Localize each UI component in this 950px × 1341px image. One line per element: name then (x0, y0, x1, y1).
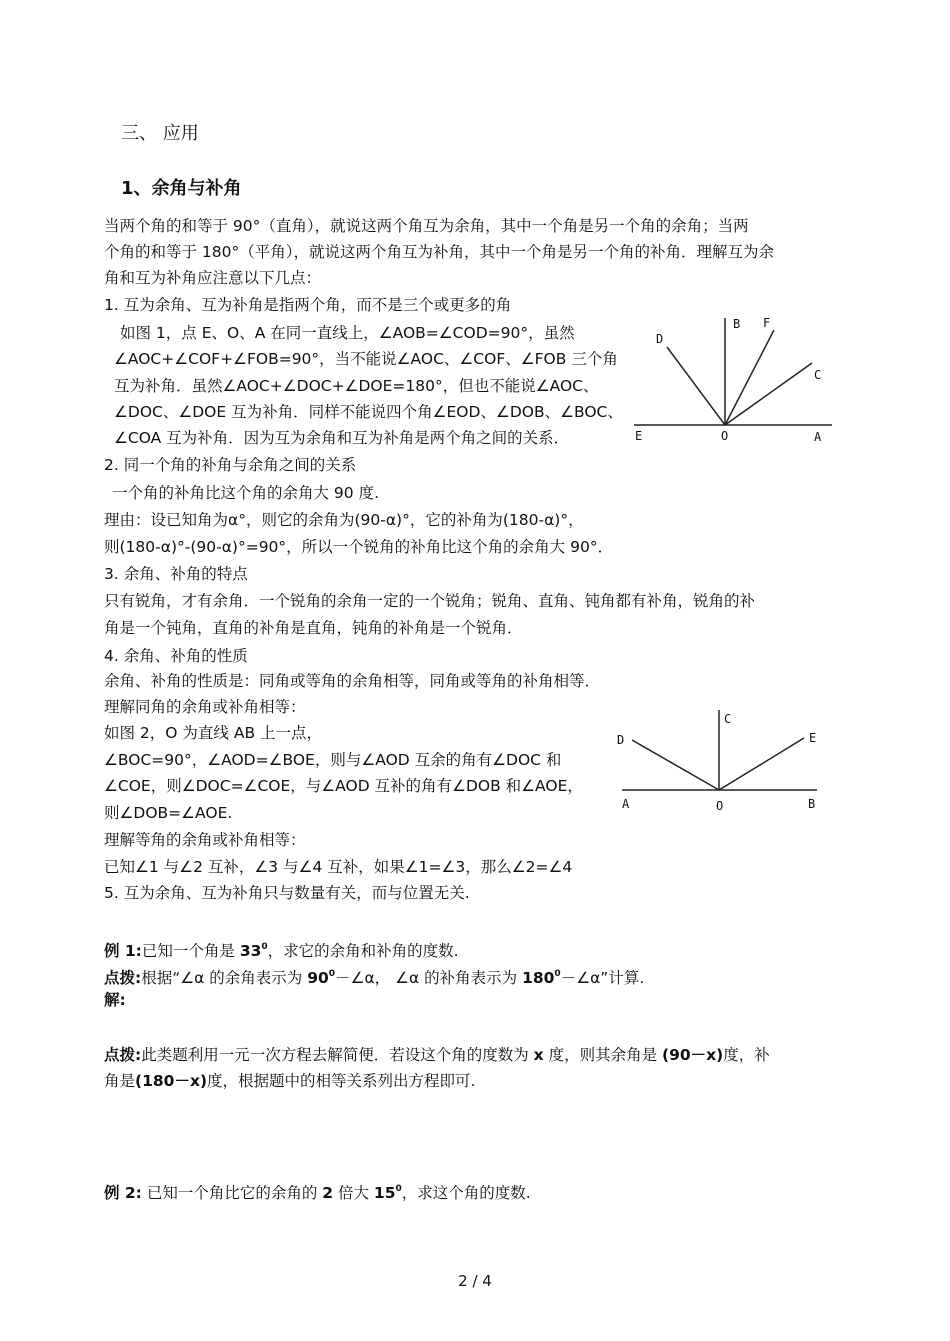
example-2-multiplier: 2 (322, 1184, 334, 1202)
paragraph-line: ∠COA 互为补角．因为互为余角和互为补角是两个角之间的关系． (114, 429, 570, 447)
hint-2-line-2 (104, 1070, 475, 1092)
label-D: D (617, 733, 625, 747)
hint-2-text-b: 度，则其余角是 (543, 1046, 662, 1064)
label-D: D (656, 332, 664, 346)
degree-mark: 0 (261, 942, 268, 952)
solution-label: 解: (104, 991, 126, 1009)
ray-OE (719, 738, 804, 790)
paragraph-line: 如图 1，点 E、O、A 在同一直线上，∠AOB=∠COD=90°，虽然 (120, 324, 575, 342)
paragraph-line: 已知∠1 与∠2 互补，∠3 与∠4 互补，如果∠1=∠3，那么∠2=∠4 (104, 858, 573, 876)
label-E: E (635, 429, 643, 443)
label-B: B (808, 797, 816, 811)
example-2-text-b: 倍大 (333, 1184, 374, 1202)
label-E: E (809, 731, 817, 745)
paragraph-line: 理解同角的余角或补角相等： (104, 698, 306, 716)
paragraph-line: ∠DOC、∠DOE 互为补角．同样不能说四个角∠EOD、∠DOB、∠BOC、 (114, 403, 623, 421)
hint-2-text-e: 度，根据题中的相等关系列出方程即可. (207, 1072, 476, 1090)
hint-number-90: 90 (307, 969, 329, 987)
ray-OC (725, 363, 812, 425)
paragraph-line: 则(180-α)°-(90-α)°=90°，所以一个锐角的补角比这个角的余角大 90°． (104, 538, 614, 556)
label-C: C (814, 368, 822, 382)
hint-2-line-1 (104, 1044, 770, 1066)
example-1-number: 33 (239, 942, 262, 960)
hint-2-variable: x (533, 1046, 544, 1064)
section-heading: 三、 应用 (121, 123, 199, 144)
hint-text-c: －∠α”计算. (560, 969, 645, 987)
degree-mark: 0 (395, 1184, 402, 1194)
hint-2-expr-2: (180－x) (135, 1072, 208, 1090)
point-2-title: 2. 同一个角的补角与余角之间的关系 (104, 456, 357, 474)
figure-2-diagram (612, 708, 832, 818)
hint-2-expr-1: (90－x) (662, 1046, 724, 1064)
ray-OF (725, 330, 774, 425)
example-2-number: 15 (373, 1184, 396, 1202)
ray-OD (632, 740, 719, 790)
hint-text-a: 根据“∠α 的余角表示为 (141, 969, 308, 987)
paragraph-line: ∠BOC=90°，∠AOD=∠BOE，则与∠AOD 互余的角有∠DOC 和 (104, 751, 562, 769)
subsection-title: 1、余角与补角 (121, 178, 242, 199)
page-number: 2 / 4 (458, 1272, 492, 1290)
hint-text-b: －∠α， ∠α 的补角表示为 (335, 969, 523, 987)
point-4-title: 4. 余角、补角的性质 (104, 647, 248, 665)
point-5: 5. 互为余角、互为补角只与数量有关，而与位置无关. (104, 884, 470, 902)
hint-2-text-d: 角是 (104, 1072, 136, 1090)
paragraph-line: 则∠DOB=∠AOE. (104, 804, 233, 822)
example-2-question (104, 1178, 531, 1204)
example-1-question (104, 936, 459, 962)
paragraph-line: 理由：设已知角为α°，则它的余角为(90-α)°，它的补角为(180-α)°， (104, 511, 584, 529)
ray-OD (667, 347, 725, 425)
hint-2-prefix: 点拨: (104, 1046, 142, 1064)
hint-2-text-a: 此类题利用一元一次方程去解简便．若设这个角的度数为 (141, 1046, 534, 1064)
paragraph-line: 余角、补角的性质是：同角或等角的余角相等，同角或等角的补角相等． (104, 672, 601, 690)
example-1-prefix: 例 1: (104, 942, 142, 960)
hint-2-text-c: 度，补 (723, 1046, 770, 1064)
hint-number-180: 180 (522, 969, 555, 987)
paragraph-line: 一个角的补角比这个角的余角大 90 度. (112, 484, 380, 502)
paragraph-line: 角和互为补角应注意以下几点： (104, 269, 322, 287)
paragraph-line: 只有锐角，才有余角．一个锐角的余角一定的一个锐角；锐角、直角、钝角都有补角，锐角的补 (104, 592, 756, 610)
point-1-title: 1. 互为余角、互为补角是指两个角，而不是三个或更多的角 (104, 296, 512, 314)
paragraph-line: 当两个角的和等于 90°（直角），就说这两个角互为余角，其中一个角是另一个角的余角；当两 (104, 217, 749, 235)
example-2-text-a: 已知一个角比它的余角的 (141, 1184, 323, 1202)
example-1-text-a: 已知一个角是 (141, 942, 240, 960)
example-1-text-b: ，求它的余角和补角的度数. (267, 942, 459, 960)
label-C: C (724, 712, 732, 726)
degree-mark: 0 (554, 969, 561, 979)
label-A: A (814, 430, 822, 444)
paragraph-line: 个角的和等于 180°（平角），就说这两个角互为补角，其中一个角是另一个角的补角．理解互为余 (104, 243, 775, 261)
paragraph-line: ∠AOC+∠COF+∠FOB=90°，当不能说∠AOC、∠COF、∠FOB 三个角 (114, 350, 618, 368)
degree-mark: 0 (328, 969, 336, 979)
example-1-hint (104, 963, 644, 989)
label-A: A (622, 797, 630, 811)
paragraph-line: 理解等角的余角或补角相等： (104, 831, 306, 849)
hint-prefix: 点拨: (104, 969, 142, 987)
example-2-prefix: 例 2: (104, 1184, 142, 1202)
label-O: O (721, 429, 729, 443)
paragraph-line: 互为补角．虽然∠AOC+∠DOC+∠DOE=180°，但也不能说∠AOC、 (114, 377, 599, 395)
paragraph-line: ∠COE，则∠DOC=∠COE，与∠AOD 互补的角有∠DOB 和∠AOE， (104, 777, 583, 795)
label-B: B (733, 317, 741, 331)
paragraph-line: 角是一个钝角，直角的补角是直角，钝角的补角是一个锐角． (104, 619, 523, 637)
label-O: O (716, 799, 724, 813)
figure-1-diagram (632, 315, 842, 445)
paragraph-line: 如图 2，O 为直线 AB 上一点， (104, 724, 323, 742)
example-2-text-c: ，求这个角的度数. (401, 1184, 531, 1202)
label-F: F (763, 316, 771, 330)
point-3-title: 3. 余角、补角的特点 (104, 565, 248, 583)
